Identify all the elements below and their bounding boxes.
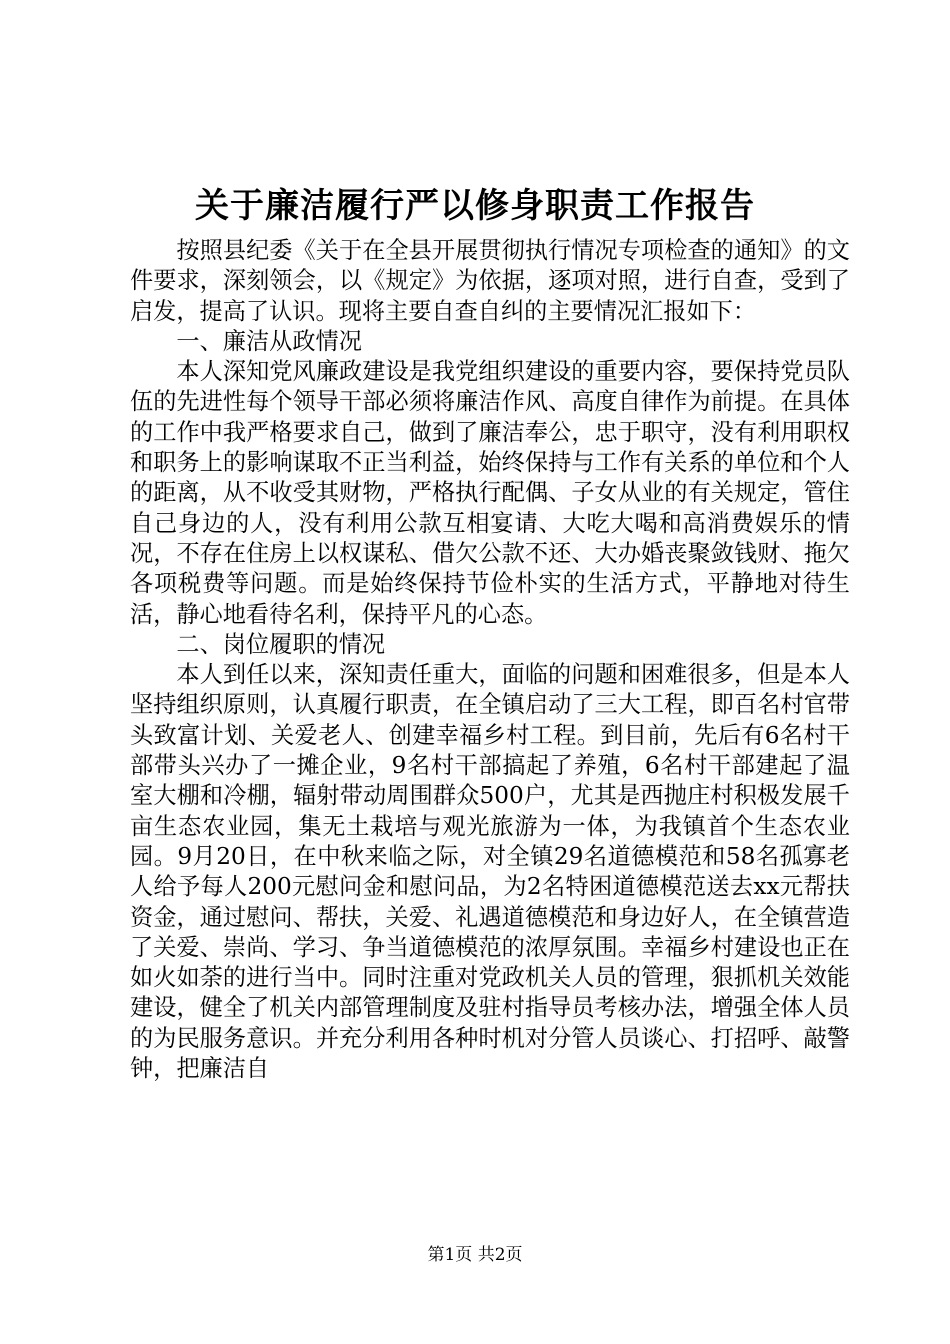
section-1-paragraph: 本人深知党风廉政建设是我党组织建设的重要内容，要保持党员队伍的先进性每个领导干部必须将廉洁作风、高度自律作为前提。在具体的工作中我严格要求自己，做到了廉洁奉公，忠于职守，没有利用职权和职务上的影响谋取不正当利益，始终保持与工作有关系的单位和个人的距离，从不收受其财物，严格执行配偶、子女从业的有关规定，管住自己身边的人，没有利用公款互相宴请、大吃大喝和高消费娱乐的情况，不存在住房上以权谋私、借欠公款不还、大办婚丧聚敛钱财、拖欠各项税费等问题。而是始终保持节俭朴实的生活方式，平静地对待生活，静心地看待名利，保持平凡的心态。 bbox=[130, 358, 850, 628]
section-2-paragraph: 本人到任以来，深知责任重大，面临的问题和困难很多，但是本人坚持组织原则，认真履行职责，在全镇启动了三大工程，即百名村官带头致富计划、关爱老人、创建幸福乡村工程。到目前，先后有6名村干部带头兴办了一摊企业，9名村干部搞起了养殖，6名村干部建起了温室大棚和冷棚，辐射带动周围群众500户，尤其是西抛庄村积极发展千亩生态农业园，集无土栽培与观光旅游为一体，为我镇首个生态农业园。9月20日，在中秋来临之际，对全镇29名道德模范和58名孤寡老人给予每人200元慰问金和慰问品，为2名特困道德模范送去xx元帮扶资金，通过慰问、帮扶，关爱、礼遇道德模范和身边好人，在全镇营造了关爱、崇尚、学习、争当道德模范的浓厚氛围。幸福乡村建设也正在如火如荼的进行当中。同时注重对党政机关人员的管理，狠抓机关效能建设，健全了机关内部管理制度及驻村指导员考核办法，增强全体人员的为民服务意识。并充分利用各种时机对分管人员谈心、打招呼、敲警钟，把廉洁自 bbox=[130, 661, 850, 1083]
section-heading-1: 一、廉洁从政情况 bbox=[176, 327, 362, 355]
document-title: 关于廉洁履行严以修身职责工作报告 bbox=[195, 186, 755, 226]
intro-paragraph: 按照县纪委《关于在全县开展贯彻执行情况专项检查的通知》的文件要求，深刻领会，以《规定》为依据，逐项对照，进行自查，受到了启发，提高了认识。现将主要自查自纠的主要情况汇报如下： bbox=[130, 237, 850, 325]
page-footer: 第1页 共2页 bbox=[427, 1245, 523, 1265]
document-body bbox=[130, 236, 850, 1084]
section-heading-2: 二、岗位履职的情况 bbox=[176, 630, 386, 658]
